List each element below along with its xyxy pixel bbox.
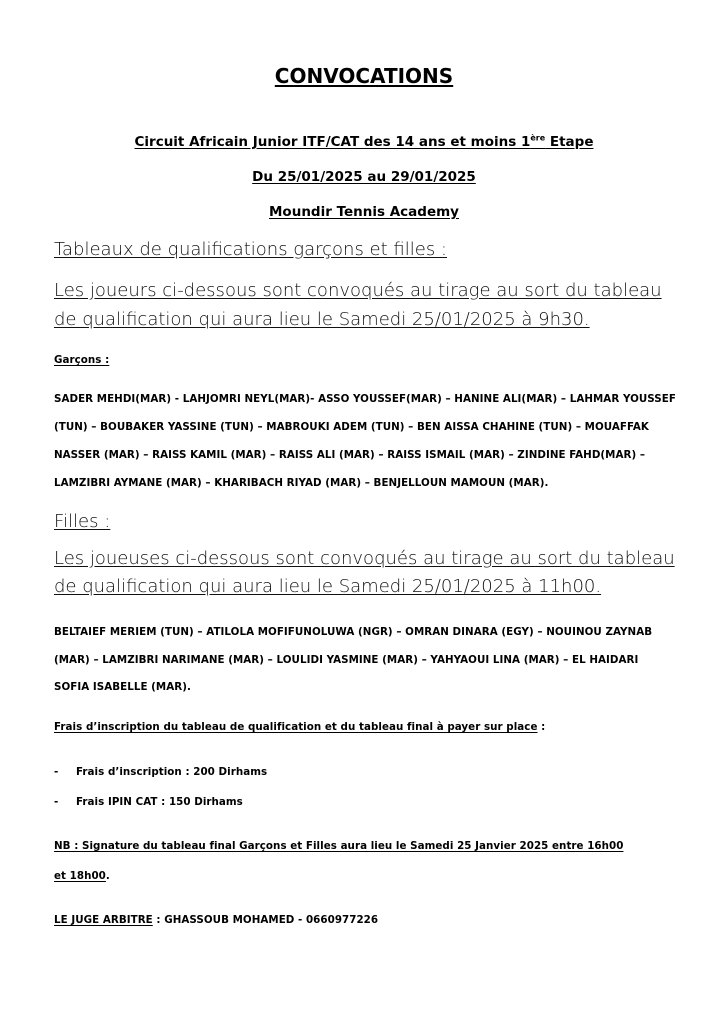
- dates-text: Du 25/01/2025 au 29/01/2025: [252, 169, 476, 185]
- girls-line: BELTAIEF MERIEM (TUN) – ATILOLA MOFIFUNOLUWA (NGR) – OMRAN DINARA (EGY) – NOUINOU ZAYNAB: [54, 626, 653, 638]
- venue-text: Moundir Tennis Academy: [269, 204, 459, 220]
- circuit-line: [0, 133, 728, 150]
- judge-line: [54, 914, 378, 926]
- circuit-text: [135, 134, 594, 150]
- circuit-sup: ère: [530, 133, 546, 142]
- qualif-heading: Tableaux de qualifications garçons et filles :: [54, 239, 447, 260]
- fees-heading: [54, 721, 545, 733]
- dates-line: [0, 169, 728, 185]
- girls-line: SOFIA ISABELLE (MAR).: [54, 681, 191, 693]
- boys-intro-line-1: Les joueurs ci-dessous sont convoqués au tirage au sort du tableau: [54, 280, 662, 301]
- venue-line: [0, 204, 728, 220]
- fee-item: [54, 766, 58, 778]
- judge-label: LE JUGE ARBITRE: [54, 914, 153, 926]
- title-text: CONVOCATIONS: [274, 64, 454, 88]
- nb-line-2-end: .: [105, 870, 110, 882]
- nb-line-2-text: et 18h00: [54, 870, 106, 882]
- boys-line: NASSER (MAR) – RAISS KAMIL (MAR) – RAISS ALI (MAR) – RAISS ISMAIL (MAR) – ZINDINE FAHD(MAR) –: [54, 449, 646, 461]
- girls-heading: Filles :: [54, 511, 111, 532]
- boys-line: LAMZIBRI AYMANE (MAR) – KHARIBACH RIYAD (MAR) – BENJELLOUN MAMOUN (MAR).: [54, 477, 549, 489]
- fee-item: [54, 796, 58, 808]
- boys-label: Garçons :: [54, 354, 110, 366]
- fees-heading-colon: :: [537, 721, 546, 733]
- fee-bullet: -: [54, 796, 59, 808]
- boys-intro-line-2: de qualification qui aura lieu le Samedi 25/01/2025 à 9h30.: [54, 309, 590, 330]
- nb-line-2: [54, 870, 110, 882]
- girls-intro-line-1: Les joueuses ci-dessous sont convoqués au tirage au sort du tableau: [54, 548, 675, 569]
- nb-line-1: NB : Signature du tableau final Garçons et Filles aura lieu le Samedi 25 Janvier 2025 entre 16h00: [54, 840, 624, 852]
- boys-line: (TUN) – BOUBAKER YASSINE (TUN) – MABROUKI ADEM (TUN) – BEN AISSA CHAHINE (TUN) – MOUAFFAK: [54, 421, 649, 433]
- fees-heading-text: Frais d’inscription du tableau de qualification et du tableau final à payer sur place: [54, 721, 538, 733]
- judge-value: : GHASSOUB MOHAMED - 0660977226: [152, 914, 379, 926]
- boys-line: SADER MEHDI(MAR) - LAHJOMRI NEYL(MAR)- ASSO YOUSSEF(MAR) – HANINE ALI(MAR) – LAHMAR YOUSSEF: [54, 393, 676, 405]
- fee-text: Frais d’inscription : 200 Dirhams: [76, 766, 268, 778]
- circuit-prefix: Circuit Africain Junior ITF/CAT des 14 ans et moins 1: [134, 133, 531, 150]
- fee-text: Frais IPIN CAT : 150 Dirhams: [76, 796, 243, 808]
- girls-line: (MAR) – LAMZIBRI NARIMANE (MAR) – LOULIDI YASMINE (MAR) – YAHYAOUI LINA (MAR) – EL HAIDARI: [54, 654, 639, 666]
- circuit-suffix: Etape: [545, 133, 594, 150]
- fee-bullet: -: [54, 766, 59, 778]
- page-title: [0, 64, 728, 88]
- girls-intro-line-2: de qualification qui aura lieu le Samedi 25/01/2025 à 11h00.: [54, 576, 602, 597]
